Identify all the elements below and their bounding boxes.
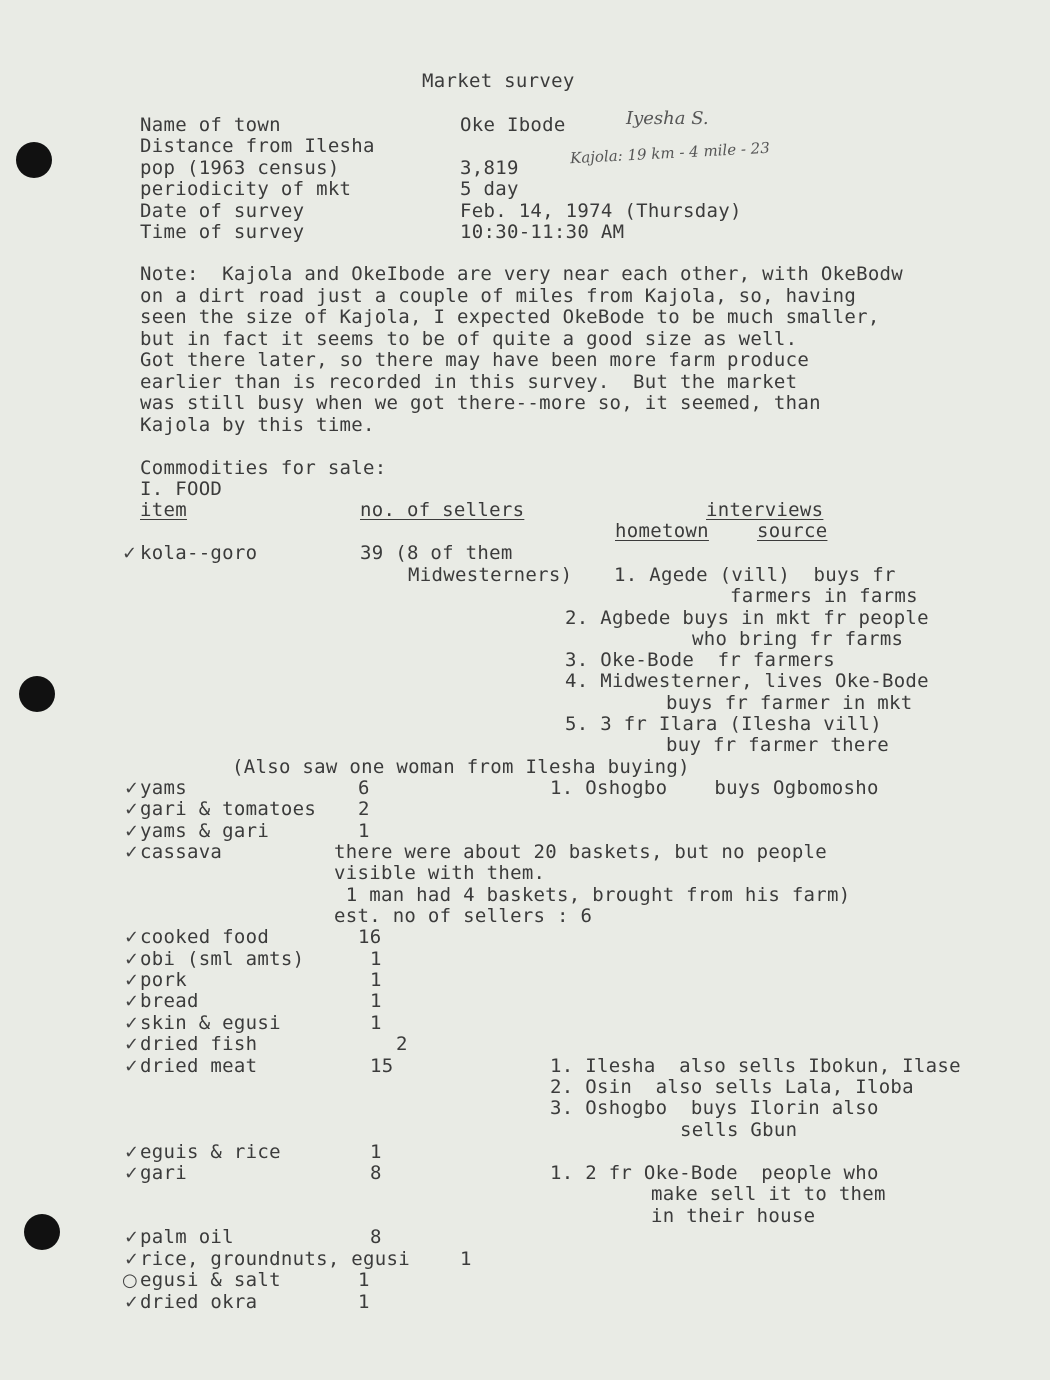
check-mark-icon: ✓ (124, 842, 140, 863)
item-cooked-food: cooked food (140, 926, 270, 948)
item-gari-tomatoes: gari & tomatoes (140, 798, 317, 820)
dried-meat-interview: 3. Oshogbo buys Ilorin also (550, 1097, 879, 1119)
sellers-yams-gari: 1 (358, 820, 370, 842)
gari-interview: make sell it to them (651, 1183, 886, 1205)
sellers-rice-groundnuts-egusi: 1 (460, 1248, 472, 1270)
check-mark-icon: ✓ (124, 1227, 140, 1248)
check-mark-icon: ✓ (124, 1013, 140, 1034)
item-obi: obi (sml amts) (140, 948, 305, 970)
gari-interview: in their house (651, 1205, 816, 1227)
header-source: source (757, 520, 828, 542)
check-mark-icon: ✓ (124, 1142, 140, 1163)
note-line: on a dirt road just a couple of miles from Kajola, so, having (140, 285, 857, 307)
item-cassava: cassava (140, 841, 223, 863)
page-title: Market survey (422, 70, 575, 92)
yams-interview: 1. Oshogbo buys Ogbomosho (550, 777, 879, 799)
gari-interview: 1. 2 fr Oke-Bode people who (550, 1162, 879, 1184)
header-item: item (140, 499, 187, 521)
sellers-gari-tomatoes: 2 (358, 798, 370, 820)
item-palm-oil: palm oil (140, 1226, 234, 1248)
item-egusi-salt: egusi & salt (140, 1269, 281, 1291)
cassava-note: visible with them. (334, 862, 546, 884)
kola-interview: buys fr farmer in mkt (666, 692, 913, 714)
periodicity-label: periodicity of mkt (140, 178, 352, 200)
check-mark-icon: ✓ (124, 991, 140, 1012)
check-mark-icon: ✓ (124, 821, 140, 842)
sellers-dried-okra: 1 (358, 1291, 370, 1313)
time-value: 10:30-11:30 AM (460, 221, 625, 243)
distance-label: Distance from Ilesha (140, 135, 375, 157)
name-value: Oke Ibode (460, 114, 566, 136)
sellers-eguis-rice: 1 (370, 1141, 382, 1163)
sellers-pork: 1 (370, 969, 382, 991)
check-mark-icon: ✓ (124, 778, 140, 799)
item-bread: bread (140, 990, 199, 1012)
pop-value: 3,819 (460, 157, 519, 179)
item-pork: pork (140, 969, 187, 991)
note-line: earlier than is recorded in this survey. But the market (140, 371, 798, 393)
note-line: but in fact it seems to be of quite a good size as well. (140, 328, 798, 350)
item-dried-fish: dried fish (140, 1033, 258, 1055)
check-mark-icon: ✓ (124, 1056, 140, 1077)
kola-interview: 2. Agbede buys in mkt fr people (565, 607, 929, 629)
dried-meat-interview: 2. Osin also sells Lala, Iloba (550, 1076, 914, 1098)
note-line: Kajola by this time. (140, 414, 375, 436)
check-mark-icon: ○ (122, 1270, 138, 1291)
sellers-egusi-salt: 1 (358, 1269, 370, 1291)
sellers-dried-meat: 15 (370, 1055, 394, 1077)
item-eguis-rice: eguis & rice (140, 1141, 281, 1163)
kola-interview: 4. Midwesterner, lives Oke-Bode (565, 670, 929, 692)
sellers-cooked-food: 16 (358, 926, 382, 948)
binder-hole-bottom (24, 1214, 60, 1250)
sellers-gari: 8 (370, 1162, 382, 1184)
binder-hole-top (16, 142, 52, 178)
name-handwritten: Iyesha S. (626, 108, 709, 129)
note-line: seen the size of Kajola, I expected OkeBode to be much smaller, (140, 306, 880, 328)
kola-interview: farmers in farms (730, 585, 918, 607)
item-gari: gari (140, 1162, 187, 1184)
note-line: Got there later, so there may have been more farm produce (140, 349, 810, 371)
pop-label: pop (1963 census) (140, 157, 340, 179)
note-line: Note: Kajola and OkeIbode are very near each other, with OkeBodw (140, 263, 904, 285)
periodicity-value: 5 day (460, 178, 519, 200)
date-label: Date of survey (140, 200, 305, 222)
sellers-palm-oil: 8 (370, 1226, 382, 1248)
sellers-obi: 1 (370, 948, 382, 970)
note-line: was still busy when we got there--more so, it seemed, than (140, 392, 821, 414)
item-dried-okra: dried okra (140, 1291, 258, 1313)
check-mark-icon: ✓ (124, 1034, 140, 1055)
header-sellers: no. of sellers (360, 499, 525, 521)
food-heading: I. FOOD (140, 478, 223, 500)
kola-interview: who bring fr farms (692, 628, 904, 650)
item-skin-egusi: skin & egusi (140, 1012, 281, 1034)
kola-also-note: (Also saw one woman from Ilesha buying) (232, 756, 690, 778)
sellers-dried-fish: 2 (396, 1033, 408, 1055)
commodities-heading: Commodities for sale: (140, 457, 387, 479)
dried-meat-interview: 1. Ilesha also sells Ibokun, Ilase (550, 1055, 961, 1077)
dried-meat-interview: sells Gbun (680, 1119, 798, 1141)
cassava-note: 1 man had 4 baskets, brought from his farm) (334, 884, 851, 906)
sellers-yams: 6 (358, 777, 370, 799)
check-mark-icon: ✓ (124, 927, 140, 948)
sellers-bread: 1 (370, 990, 382, 1012)
check-mark-icon: ✓ (124, 1163, 140, 1184)
check-mark-icon: ✓ (124, 1249, 140, 1270)
check-mark-icon: ✓ (124, 799, 140, 820)
check-mark-icon: ✓ (124, 949, 140, 970)
cassava-note: est. no of sellers : 6 (334, 905, 593, 927)
header-hometown: hometown (615, 520, 709, 542)
header-interviews: interviews (706, 499, 824, 521)
distance-handwritten: Kajola: 19 km - 4 mile - 23 (569, 138, 771, 168)
kola-interview: 3. Oke-Bode fr farmers (565, 649, 835, 671)
cassava-note: there were about 20 baskets, but no people (334, 841, 828, 863)
check-mark-icon: ✓ (124, 970, 140, 991)
item-yams: yams (140, 777, 187, 799)
time-label: Time of survey (140, 221, 305, 243)
item-kola: kola--goro (140, 542, 258, 564)
item-rice-groundnuts-egusi: rice, groundnuts, egusi (140, 1248, 410, 1270)
sellers-skin-egusi: 1 (370, 1012, 382, 1034)
kola-sellers: 39 (8 of them (360, 542, 513, 564)
kola-interview: 1. Agede (vill) buys fr (614, 564, 896, 586)
kola-sellers: Midwesterners) (408, 564, 573, 586)
date-value: Feb. 14, 1974 (Thursday) (460, 200, 742, 222)
kola-interview: buy fr farmer there (666, 734, 890, 756)
item-dried-meat: dried meat (140, 1055, 258, 1077)
kola-interview: 5. 3 fr Ilara (Ilesha vill) (565, 713, 882, 735)
name-label: Name of town (140, 114, 281, 136)
check-mark-icon: ✓ (124, 1292, 140, 1313)
item-yams-gari: yams & gari (140, 820, 270, 842)
check-mark-icon: ✓ (122, 543, 138, 564)
binder-hole-middle (19, 676, 55, 712)
